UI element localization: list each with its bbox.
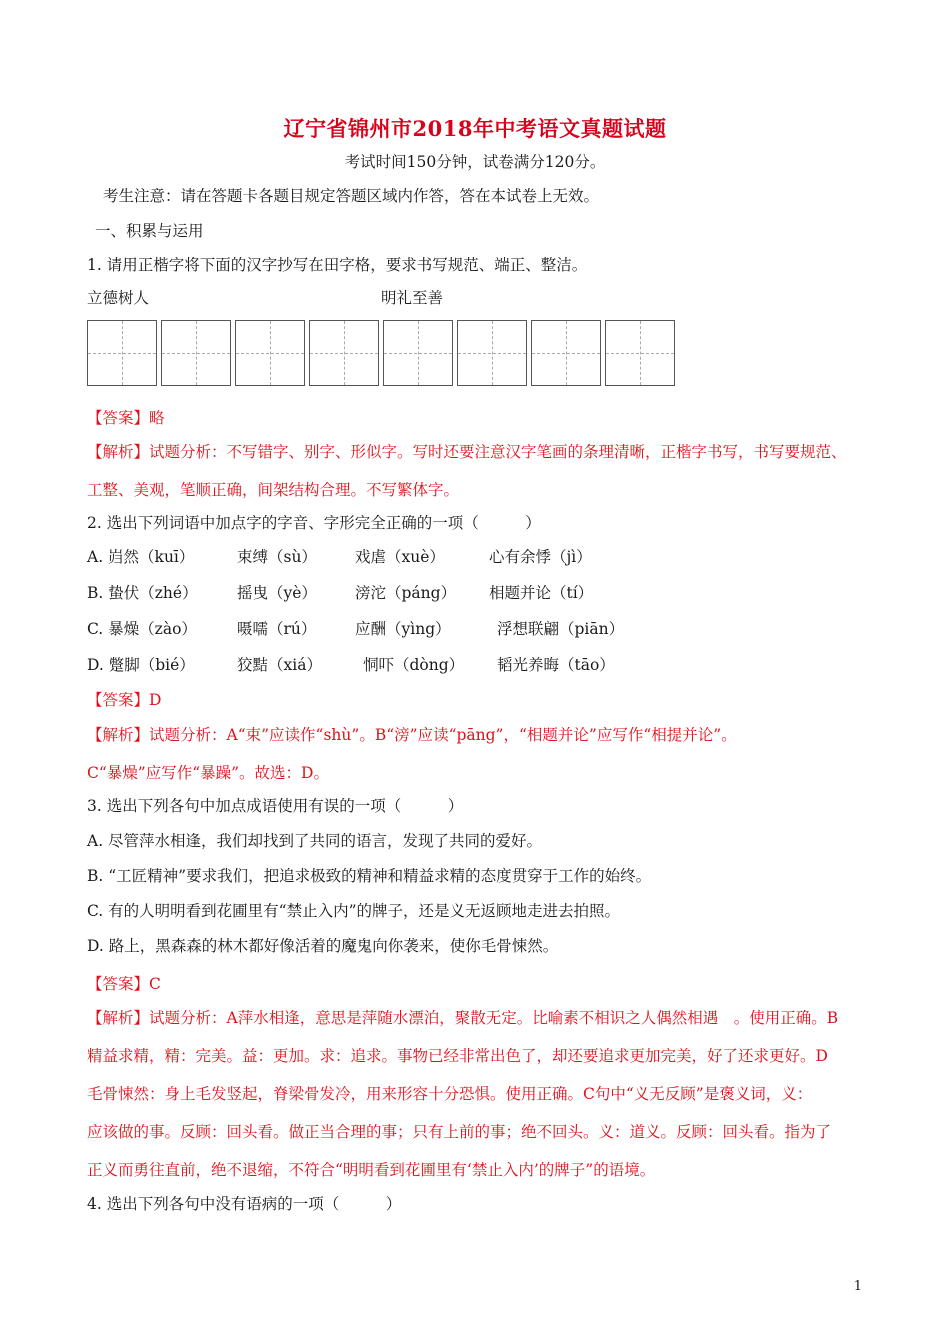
analysis-text: 试题分析：不写错字、别字、形似字。写时还要注意汉字笔画的条理清晰，正楷字书写，书写要规范、	[149, 443, 847, 461]
subtitle: 考试时间150分钟，试卷满分120分。	[344, 153, 606, 171]
option-b-1: B. 蛰伏（zhé）	[87, 584, 198, 602]
grid-cell	[309, 320, 379, 386]
option-a-4: 心有余悸（jì）	[489, 548, 592, 566]
option-c-3: 应酬（yìng）	[355, 620, 451, 638]
analysis-1-line-1	[87, 442, 847, 462]
analysis-tag: 【解析】	[87, 443, 150, 461]
analysis-2-line-2: C“暴燥”应写作“暴躁”。故选：D。	[87, 764, 329, 782]
analysis-tag: 【解析】	[87, 1009, 150, 1027]
question-4: 4. 选出下列各句中没有语病的一项（ ）	[87, 1195, 402, 1213]
answer-tag: 【答案】	[87, 409, 150, 427]
q3-option-b: B. “工匠精神”要求我们，把追求极致的精神和精益求精的态度贯穿于工作的始终。	[87, 867, 652, 885]
q3-option-c: C. 有的人明明看到花圃里有“禁止入内”的牌子，还是义无返顾地走进去拍照。	[87, 902, 621, 920]
option-d-2: 狡黠（xiá）	[237, 656, 322, 674]
option-a-2: 束缚（sù）	[237, 548, 317, 566]
page-title: 辽宁省锦州市2018年中考语文真题试题	[283, 116, 667, 141]
option-b-4: 相题并论（tí）	[489, 584, 594, 602]
option-b-2: 摇曳（yè）	[237, 584, 317, 602]
analysis-3-line-4: 应该做的事。反顾：回头看。做正当合理的事；只有上前的事；绝不回头。义：道义。反顾：回头看。指为了	[87, 1123, 832, 1141]
grid-cell	[235, 320, 305, 386]
answer-tag: 【答案】	[87, 691, 150, 709]
q3-option-d: D. 路上，黑森森的林木都好像活着的魔鬼向你袭来，使你毛骨悚然。	[87, 937, 559, 955]
q3-option-a: A. 尽管萍水相逢，我们却找到了共同的语言，发现了共同的爱好。	[87, 832, 543, 850]
option-c-2: 嗫嚅（rú）	[237, 620, 317, 638]
answer-tag: 【答案】	[87, 975, 150, 993]
analysis-3-line-5: 正义而勇往直前，绝不退缩，不符合“明明看到花圃里有‘禁止入内’的牌子”的语境。	[87, 1161, 656, 1179]
option-a-3: 戏虐（xuè）	[355, 548, 445, 566]
phrase-a: 立德树人	[87, 289, 150, 307]
grid-cell	[457, 320, 527, 386]
analysis-1-line-2: 工整、美观，笔顺正确，间架结构合理。不写繁体字。	[87, 481, 460, 499]
option-b-3: 滂沱（páng）	[355, 584, 457, 602]
phrase-b: 明礼至善	[381, 289, 444, 307]
answer-3	[87, 974, 161, 994]
grid-cell	[531, 320, 601, 386]
tianzige-grid	[87, 320, 675, 386]
analysis-3-line-2: 精益求精，精：完美。益：更加。求：追求。事物已经非常出色了，却还要追求更加完美，好了还求更好。D	[87, 1047, 828, 1065]
option-a-1: A. 岿然（kuī）	[87, 548, 195, 566]
analysis-text: 试题分析：A“束”应读作“shù”。B“滂”应读“pāng”，“相题并论”应写作“相提并论”。	[149, 726, 737, 744]
option-d-4: 韬光养晦（tāo）	[497, 656, 615, 674]
analysis-tag: 【解析】	[87, 726, 150, 744]
answer-value: C	[149, 975, 161, 993]
answer-1	[87, 408, 165, 428]
analysis-3-line-1	[87, 1008, 838, 1028]
grid-cell	[87, 320, 157, 386]
option-d-1: D. 蹩脚（bié）	[87, 656, 195, 674]
page-number: 1	[853, 1279, 862, 1294]
answer-value: 略	[149, 409, 165, 427]
option-d-3: 恫吓（dòng）	[363, 656, 465, 674]
question-2: 2. 选出下列词语中加点字的字音、字形完全正确的一项（ ）	[87, 514, 541, 532]
analysis-2-line-1	[87, 725, 737, 745]
analysis-3-line-3: 毛骨悚然：身上毛发竖起，脊梁骨发冷，用来形容十分恐惧。使用正确。C句中“义无反顾”是褒义词，义：	[87, 1085, 813, 1103]
grid-cell	[383, 320, 453, 386]
section-heading: 一、积累与运用	[95, 222, 204, 240]
grid-cell	[605, 320, 675, 386]
option-c-4: 浮想联翩（piān）	[497, 620, 625, 638]
notice: 考生注意：请在答题卡各题目规定答题区域内作答，答在本试卷上无效。	[103, 187, 600, 205]
question-1: 1. 请用正楷字将下面的汉字抄写在田字格，要求书写规范、端正、整洁。	[87, 256, 588, 274]
answer-value: D	[149, 691, 162, 709]
question-3: 3. 选出下列各句中加点成语使用有误的一项（ ）	[87, 797, 464, 815]
grid-cell	[161, 320, 231, 386]
option-c-1: C. 暴燥（zào）	[87, 620, 197, 638]
answer-2	[87, 690, 161, 710]
analysis-text: 试题分析：A萍水相逢，意思是萍随水漂泊，聚散无定。比喻素不相识之人偶然相遇 。使用正确。B	[149, 1009, 839, 1027]
